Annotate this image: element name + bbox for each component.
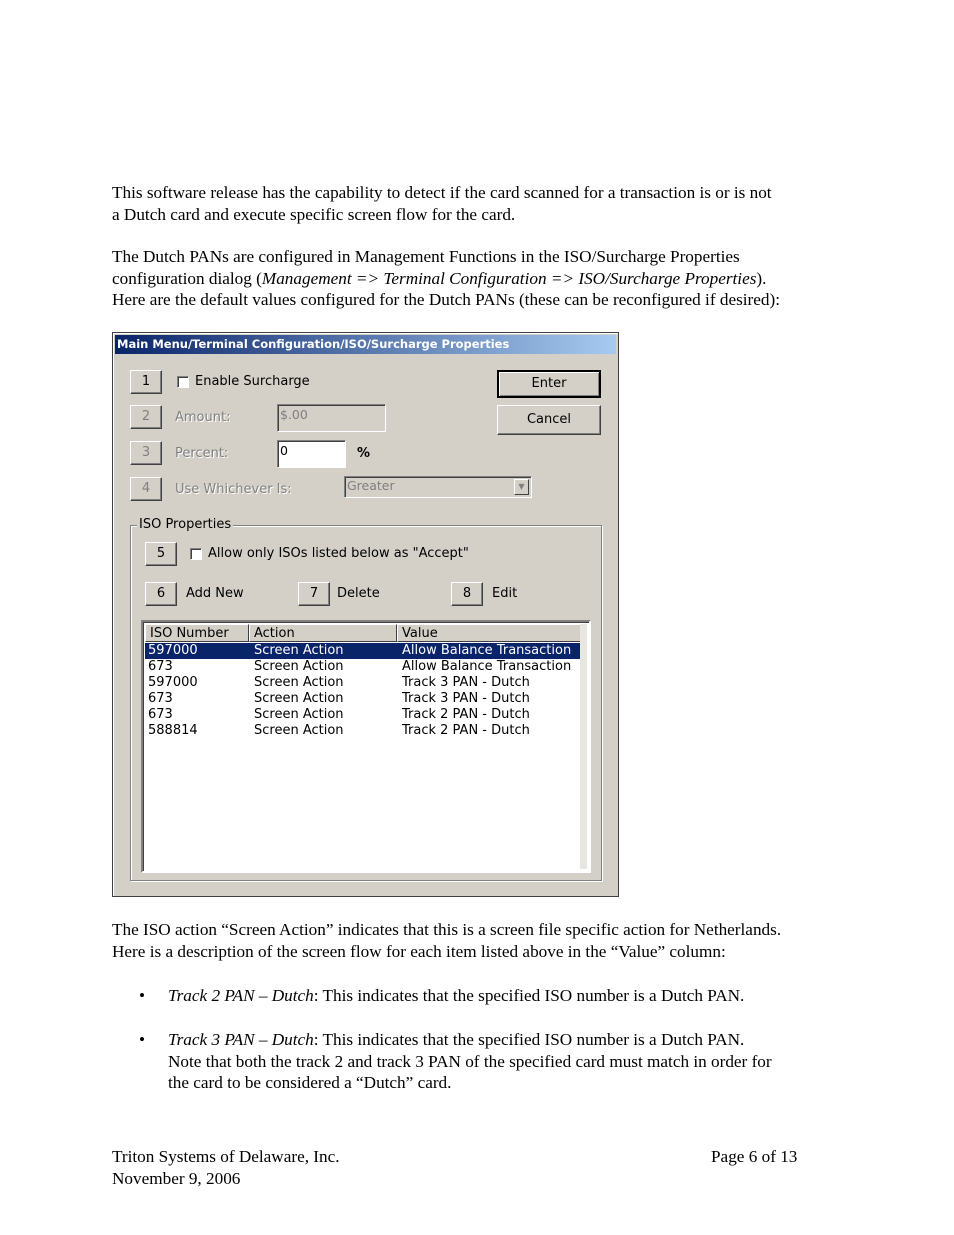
- action-cell: Screen Action: [254, 707, 344, 722]
- bullet-track2-desc: : This indicates that the specified ISO number is a Dutch PAN.: [313, 986, 745, 1005]
- config-paragraph: [112, 246, 852, 311]
- delete-number-button[interactable]: 7: [298, 582, 330, 606]
- table-row[interactable]: [145, 691, 585, 707]
- enable-surcharge-checkbox[interactable]: [177, 376, 189, 388]
- screen-action-paragraph: [112, 919, 852, 962]
- intro-line-2: a Dutch card and execute specific screen flow for the card.: [112, 204, 516, 224]
- table-row[interactable]: [145, 675, 585, 691]
- bullet-track3-text: [168, 1029, 848, 1094]
- enable-surcharge-number-button[interactable]: 1: [130, 370, 162, 394]
- config-line-3: Here are the default values configured for the Dutch PANs (these can be reconfigured if desired):: [112, 290, 780, 309]
- action-cell: Screen Action: [254, 691, 344, 706]
- footer-page-number: Page 6 of 13: [711, 1147, 798, 1166]
- footer-date: November 9, 2006: [112, 1168, 241, 1188]
- footer-left: [112, 1146, 340, 1189]
- enter-button[interactable]: Enter: [497, 370, 601, 398]
- amount-number-button[interactable]: 2: [130, 405, 162, 429]
- table-row[interactable]: [145, 707, 585, 723]
- iso-properties-title: ISO Properties: [139, 517, 232, 532]
- amount-field[interactable]: $.00: [277, 404, 386, 432]
- enable-surcharge-label: Enable Surcharge: [195, 374, 310, 389]
- config-line-2-pre: configuration dialog (: [112, 268, 262, 288]
- value-cell: Track 2 PAN - Dutch: [402, 707, 530, 722]
- table-row[interactable]: [145, 723, 585, 739]
- bullet-track3-line-1: [168, 1029, 848, 1051]
- column-action[interactable]: Action: [249, 624, 397, 642]
- bullet-track3-term: Track 3 PAN – Dutch: [168, 1030, 314, 1049]
- dialog-title: Main Menu/Terminal Configuration/ISO/Surcharge Properties: [115, 335, 616, 354]
- allow-only-label: Allow only ISOs listed below as "Accept": [208, 546, 469, 561]
- value-cell: Allow Balance Transaction: [402, 643, 572, 658]
- action-cell: Screen Action: [254, 659, 344, 674]
- iso-list-header: [145, 624, 585, 642]
- percent-number-button[interactable]: 3: [130, 441, 162, 465]
- percent-field[interactable]: 0: [277, 440, 346, 468]
- config-line-2: [112, 268, 852, 290]
- whichever-label: Use Whichever Is:: [175, 482, 292, 497]
- bullet-track3-desc: : This indicates that the specified ISO number is a Dutch PAN.: [313, 1030, 745, 1049]
- action-cell: Screen Action: [254, 723, 344, 738]
- whichever-select-value: Greater: [347, 478, 395, 493]
- whichever-select[interactable]: [344, 476, 532, 498]
- cancel-button[interactable]: Cancel: [497, 405, 601, 435]
- bullet-track2-text: [168, 985, 848, 1007]
- add-new-number-button[interactable]: 6: [145, 582, 177, 606]
- value-cell: Track 3 PAN - Dutch: [402, 675, 530, 690]
- iso-number-cell: 588814: [148, 723, 198, 738]
- after-line-2: Here is a description of the screen flow for each item listed above in the “Value” column:: [112, 941, 726, 961]
- after-line-1: The ISO action “Screen Action” indicates that this is a screen file specific action for Netherlands.: [112, 920, 782, 939]
- config-menu-path: Management => Terminal Configuration => ISO/Surcharge Properties: [261, 268, 757, 288]
- iso-number-cell: 673: [148, 659, 173, 674]
- table-row[interactable]: [145, 643, 585, 659]
- bullet-icon: •: [139, 1030, 146, 1049]
- iso-number-cell: 673: [148, 707, 173, 722]
- bullet-icon: •: [139, 986, 146, 1005]
- column-value[interactable]: Value: [397, 624, 587, 642]
- iso-number-cell: 597000: [148, 675, 198, 690]
- intro-paragraph: [112, 182, 852, 225]
- add-new-label: Add New: [186, 586, 244, 601]
- config-line-1: The Dutch PANs are configured in Management Functions in the ISO/Surcharge Properties: [112, 247, 740, 266]
- action-cell: Screen Action: [254, 643, 344, 658]
- value-cell: Track 3 PAN - Dutch: [402, 691, 530, 706]
- percent-sign: %: [357, 446, 371, 461]
- allow-only-checkbox[interactable]: [190, 548, 202, 560]
- iso-number-cell: 673: [148, 691, 173, 706]
- bullet-track2-term: Track 2 PAN – Dutch: [168, 986, 314, 1005]
- bullet-track3-line-2: Note that both the track 2 and track 3 PAN of the specified card must match in order for: [168, 1051, 772, 1071]
- delete-label: Delete: [337, 586, 380, 601]
- table-row[interactable]: [145, 659, 585, 675]
- footer-company: Triton Systems of Delaware, Inc.: [112, 1147, 340, 1166]
- amount-label: Amount:: [175, 410, 231, 425]
- edit-label: Edit: [492, 586, 518, 601]
- list-scrollbar[interactable]: [580, 624, 587, 869]
- allow-only-number-button[interactable]: 5: [145, 542, 177, 566]
- value-cell: Allow Balance Transaction: [402, 659, 572, 674]
- column-iso-number[interactable]: ISO Number: [145, 624, 249, 642]
- config-line-2-post: ).: [756, 268, 767, 288]
- edit-number-button[interactable]: 8: [451, 582, 483, 606]
- intro-line-1: This software release has the capability to detect if the card scanned for a transaction is or is not: [112, 183, 772, 202]
- percent-label: Percent:: [175, 446, 229, 461]
- value-cell: Track 2 PAN - Dutch: [402, 723, 530, 738]
- action-cell: Screen Action: [254, 675, 344, 690]
- iso-list[interactable]: [141, 620, 591, 873]
- iso-number-cell: 597000: [148, 643, 198, 658]
- whichever-number-button[interactable]: 4: [130, 477, 162, 501]
- chevron-down-icon[interactable]: ▼: [514, 479, 529, 495]
- iso-surcharge-dialog: [112, 332, 619, 897]
- bullet-track3-line-3: the card to be considered a “Dutch” card.: [168, 1073, 452, 1092]
